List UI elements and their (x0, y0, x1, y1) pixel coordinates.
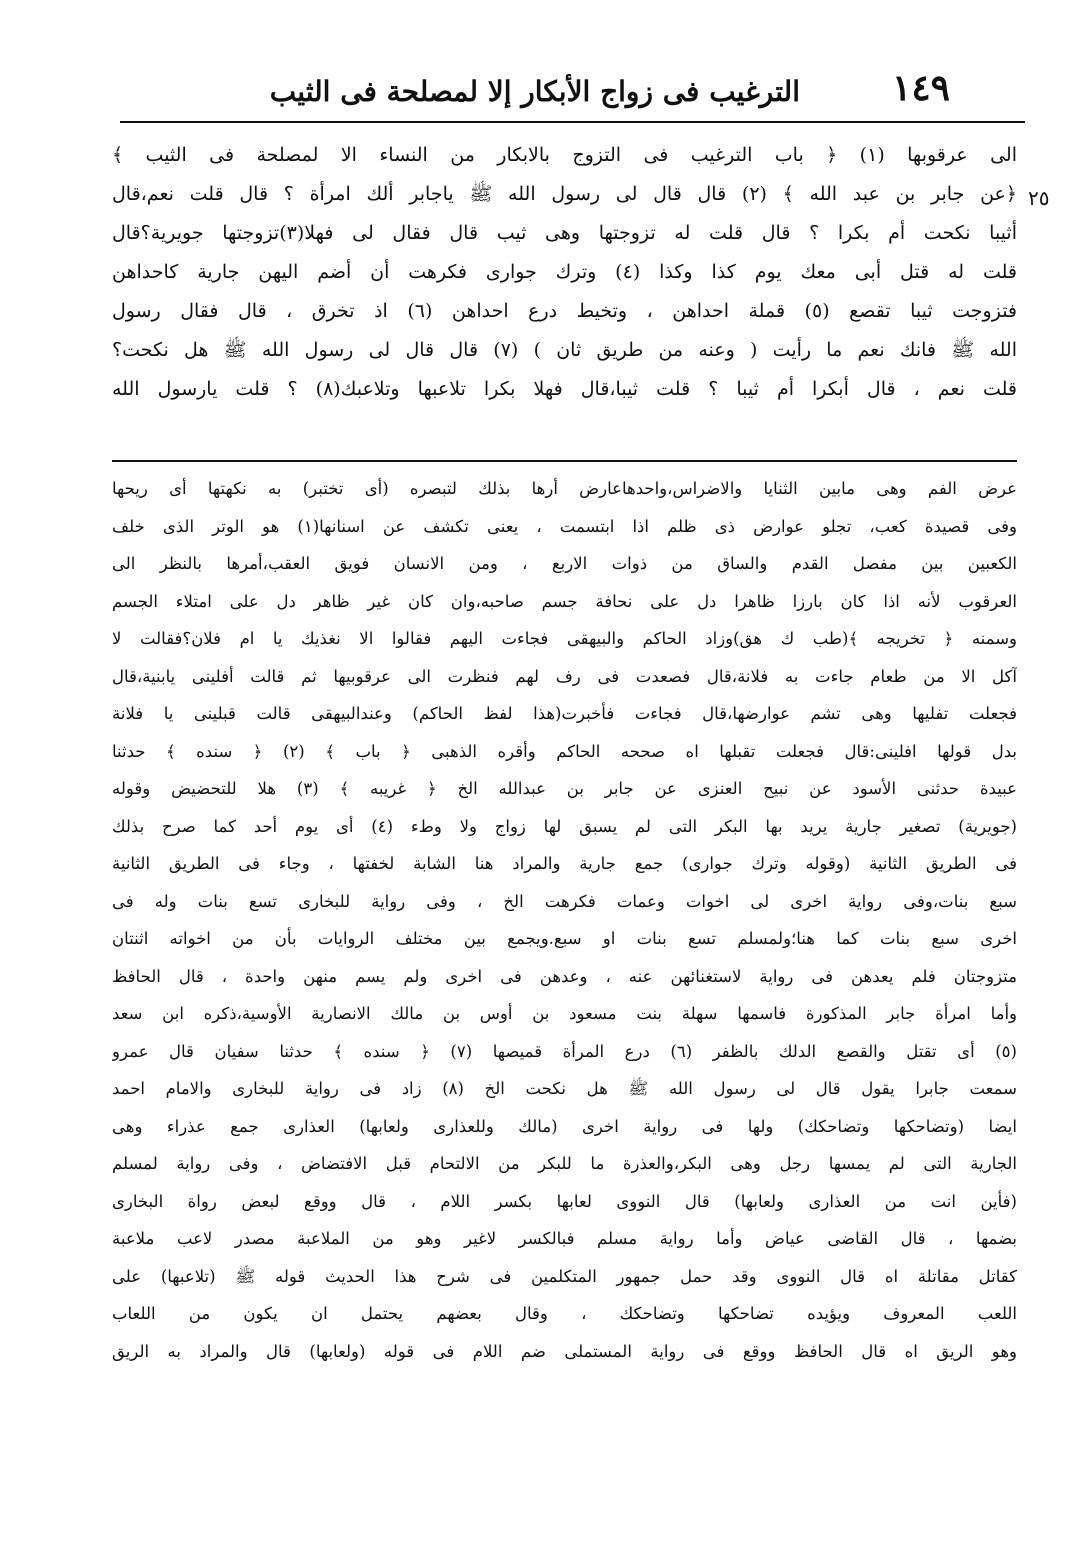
footnote-line: عبيدة حدثنى الأسود عن نبيح العنزى عن جابر بن عبدالله الخ ﴿ غريبه ﴾ (٣) هلا للتحضيض وقوله (112, 779, 1017, 798)
running-title: الترغيب فى زواج الأبكار إلا لمصلحة فى الثيب (269, 75, 800, 108)
footnote-line: آكل الا من طعام جاءت به فلانة،قال فصعدت فى رف لهم فنظرت الى عرقوبيها ثم قالت أفلينى يابنية،قال (112, 666, 1017, 686)
header-rule (120, 121, 1025, 123)
main-text-line: الله ﷺ فانك نعم ما رأيت ( وعنه من طريق ثان ) (٧) قال قال لى رسول الله ﷺ هل نكحت؟ (112, 339, 1017, 361)
margin-line-number: ٢٥ (1028, 186, 1050, 210)
footnote-line: (٥) أى تقتل والقصع الدلك بالظفر (٦) درع المرأة قميصها (٧) ﴿ سنده ﴾ حدثنا سفيان قال عمرو (112, 1041, 1017, 1061)
footnote-line: متزوجتان فلم يعدهن فى رواية لاستغنائهن عنه ، وعدهن فى اخرى ولم يسم منهن واحدة ، قال الحافظ (112, 966, 1017, 986)
footnote-line: اللعب المعروف ويؤيده تضاحكها وتضاحكك ، وقال بعضهم يحتمل ان يكون من اللعاب (112, 1304, 1017, 1323)
footnote-line: ايضا (وتضاحكها وتضاحكك) ولها فى رواية اخرى (مالك وللعذارى ولعابها) العذارى جمع عذراء وهى (112, 1116, 1017, 1136)
footnote-line: عرض الفم وهى مابين الثنايا والاضراس،واحدهاعارض أرها بذلك لتبصره (أى تختبر) به نكهتها أى ريحها (112, 479, 1017, 498)
footnote-separator-rule (112, 460, 1017, 462)
footnote-line: وسمنه ﴿ تخريجه ﴾(طب ك هق)وزاد الحاكم والبيهقى فجاءت اليهم فقالوا الا نغذيك يا ام فلان؟فقالت لا (112, 629, 1017, 648)
footnote-line: فى الطريق الثانية (وقوله وترك جوارى) جمع جارية والمراد هنا الشابة لخفتها ، وجاء فى الطريق الثانية (112, 854, 1017, 873)
footnote-line: فجعلت تفليها وهى تشم عوارضها،قال فجاءت فأخبرت(هذا لفظ الحاكم) وعندالبيهقى قالت قبلينى يا فلانة (112, 704, 1017, 723)
footnote-line: وفى قصيدة كعب، تجلو عوارض ذى ظلم اذا ابتسمت ، يعنى تكشف عن اسنانها(١) هو الوتر الذى خلف (112, 516, 1017, 536)
main-text-line: أثيبا نكحت أم بكرا ؟ قال قلت له تزوجتها وهى ثيب قال فقال لى فهلا(٣)تزوجتها جويرية؟قال (112, 222, 1017, 244)
main-text-line: قلت له قتل أبى معك يوم كذا وكذا (٤) وترك جوارى فكرهت أن أضم اليهن جارية كاحداهن (112, 261, 1017, 283)
main-text-line: فتزوجت ثيبا تقصع (٥) قملة احداهن ، وتخيط درع احداهن (٦) اذ تخرق ، قال فقال رسول (112, 300, 1017, 322)
footnote-line: وهو الريق اه قال الحافظ ووقع فى رواية المستملى ضم اللام فى قوله (ولعابها) قال والمراد به الريق (112, 1341, 1017, 1361)
main-text-line: ﴿عن جابر بن عبد الله ﴾ (٢) قال قال لى رسول الله ﷺ ياجابر ألك امرأة ؟ قال قلت نعم،قال (112, 183, 1017, 205)
footnote-line: الجارية التى لم يمسها رجل وهى البكر،والعذرة ما للبكر من الالتحام قبل الافتضاض ، وفى رواية لمسلم (112, 1154, 1017, 1173)
footnote-line: بدل قولها افلينى:قال فجعلت تقبلها اه صححه الحاكم وأقره الذهبى ﴿ باب ﴾ (٢) ﴿ سنده ﴾ حدثنا (112, 741, 1017, 761)
footnote-line: سمعت جابرا يقول قال لى رسول الله ﷺ هل نكحت الخ (٨) زاد فى رواية للبخارى والامام احمد (112, 1079, 1017, 1098)
footnotes-block (112, 470, 1017, 1480)
footnote-line: الكعبين بين مفصل القدم والساق من ذوات الاربع ، ومن الانسان فويق العقب،أمرها بالنظر الى (112, 554, 1017, 573)
footnote-line: (فأين انت من العذارى ولعابها) قال النووى لعابها بكسر اللام ، قال ووقع لبعض رواة البخارى (112, 1191, 1017, 1211)
footnote-line: العرقوب لأنه اذا كان بارزا ظاهرا دل على نحافة جسم صاحبه،وان كان غير ظاهر دل على امتلاء الجسم (112, 591, 1017, 611)
page-number: ١٤٩ (891, 67, 950, 109)
footnote-line: (جويرية) تصغير جارية يريد بها البكر التى لم يسبق لها زواج ولا وطء (٤) أى يوم أحد كما صرح بذلك (112, 816, 1017, 836)
footnote-line: وأما امرأة جابر المذكورة فاسمها سهلة بنت مسعود بن أوس بن مالك الانصارية الأوسية،ذكره ابن سعد (112, 1004, 1017, 1023)
footnote-line: اخرى سبع بنات كما هنا؛ولمسلم تسع بنات او سبع.ويجمع بين مختلف الروايات بأن من اخواته اثنتان (112, 929, 1017, 948)
main-text-block (112, 136, 1017, 456)
main-text-line: قلت نعم ، قال أبكرا أم ثيبا ؟ قلت ثيبا،قال فهلا بكرا تلاعبها وتلاعبك(٨) ؟ قلت يارسول الله (112, 378, 1017, 400)
footnote-line: بضمها ، قال القاضى عياض وأما رواية مسلم فبالكسر لاغير وهو من الملاعبة مصدر لاعب ملاعبة (112, 1229, 1017, 1248)
footnote-line: كقاتل مقاتلة اه قال النووى وقد حمل جمهور المتكلمين فى شرح هذا الحديث قوله ﷺ (تلاعبها) على (112, 1266, 1017, 1286)
main-text-line: الى عرقوبها (١) ﴿ باب الترغيب فى التزوج بالابكار من النساء الا لمصلحة فى الثيب ﴾ (112, 144, 1017, 166)
footnote-line: سبع بنات،وفى رواية اخرى لى اخوات وعمات فكرهت الخ ، وفى رواية للبخارى تسع بنات وله فى (112, 891, 1017, 911)
running-header (260, 62, 950, 118)
